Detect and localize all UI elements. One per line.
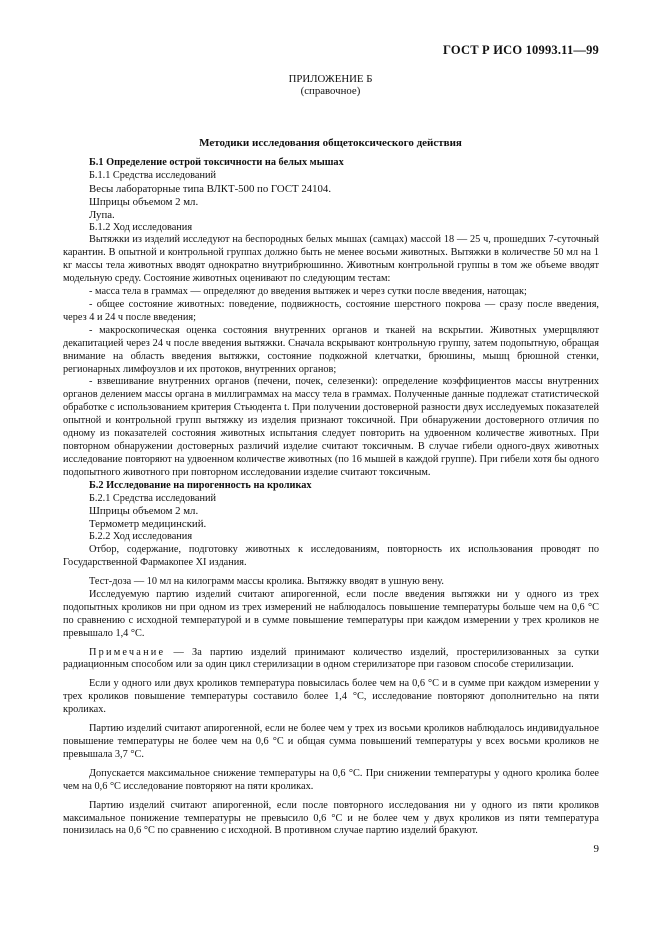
subheading-b21: Б.2.1 Средства исследований <box>89 492 217 504</box>
paragraph: Партию изделий считают апирогенной, если после повторного исследования ни у одного из пяти кроликов максимальное понижение температуры не превысило 0,6 °С и не более чем у двух кроликов из пяти температура понизилась на 0,6 °С по сравнению с исходной. В противном случае партию изделий бракуют. <box>63 799 599 837</box>
note-label: Примечание <box>89 646 166 658</box>
section-title: Методики исследования общетоксического действия <box>199 137 462 149</box>
heading-b2: Б.2 Исследование на пирогенность на кроликах <box>89 479 312 491</box>
note-text: — За партию изделий принимают количество изделий, простерилизованных за сутки радиационным способом или за один цикл стерилизации в одном стерилизаторе при газовом способе стерилизации. <box>63 646 599 671</box>
note-paragraph <box>63 647 599 673</box>
list-item: - масса тела в граммах — определяют до введения вытяжек и через сутки после введения, натощак; <box>89 286 527 298</box>
paragraph: Термометр медицинский. <box>89 518 207 531</box>
paragraph: Исследуемую партию изделий считают апирогенной, если после введения вытяжки ни у одного из трех подопытных кроликов ни при одном из трех измерений не наблюдалось повышение температуры больше чем на 0,6 °С по сравнению с исходной температурой и в сумме повышение температуры при каждом измерении у трех кроликов не превышало 1,4 °С. <box>63 588 599 639</box>
paragraph: Если у одного или двух кроликов температура повысилась более чем на 0,6 °С и в сумме при каждом измерении у трех кроликов повышение температуры составило более 1,4 °С, исследование повторяют дополнительно на пяти кроликах. <box>63 678 599 716</box>
paragraph: Шприцы объемом 2 мл. <box>89 505 199 518</box>
document-code: ГОСТ Р ИСО 10993.11—99 <box>443 43 599 57</box>
subheading-b12: Б.1.2 Ход исследования <box>89 221 193 233</box>
paragraph: Отбор, содержание, подготовку животных к исследованиям, повторность их использования проводят по Государственной Фармакопее XI издания. <box>63 544 599 569</box>
paragraph: Тест-доза — 10 мл на килограмм массы кролика. Вытяжку вводят в ушную вену. <box>89 576 444 587</box>
document-body <box>63 157 599 838</box>
paragraph: Допускается максимальное снижение температуры на 0,6 °С. При снижении температуры у одного кролика более чем на 0,6 °С исследование повторяют на пяти кроликах. <box>63 767 599 792</box>
paragraph: Лупа. <box>89 208 115 221</box>
heading-b1: Б.1 Определение острой токсичности на белых мышах <box>89 157 344 168</box>
paragraph: Партию изделий считают апирогенной, если не более чем у трех из восьми кроликов наблюдалось индивидуальное повышение температуры не более чем на 0,6 °С и общая сумма повышений температуры у всех восьми кроликов не превышала 3,7 °С. <box>63 723 599 760</box>
list-item: - взвешивание внутренних органов (печени, почек, селезенки): определение коэффициентов массы внутренних органов делением массы органа в миллиграммах на массу тела в граммах. Полученные данные подлежат статистической обработке с использованием критерия Стьюдента t. При получении достоверной разности двух исследуемых показателей опытной и контрольной групп вытяжку из изделия признают токсичной. При обнаружении достоверного отличия по одному из показателей состояния животных испытания следует повторить на удвоенном количестве животных. При повторном обнаружении достоверных различий изделие считают токсичным. В случае гибели одного-двух животных исследование повторяют на удвоенном количестве животных (по 16 мышей в каждой группе). При гибели хотя бы одного подопытного животного при повторном исследовании изделие считают токсичным. <box>63 376 599 478</box>
paragraph: Шприцы объемом 2 мл. <box>89 195 199 208</box>
list-item: - общее состояние животных: поведение, подвижность, состояние шерстного покрова — сразу после введения, через 4 и 24 ч после введения; <box>63 298 599 323</box>
appendix-subtitle: (справочное) <box>300 85 361 97</box>
subheading-b11: Б.1.1 Средства исследований <box>89 169 217 181</box>
appendix-heading <box>0 73 661 97</box>
appendix-title: ПРИЛОЖЕНИЕ Б <box>288 73 373 85</box>
paragraph: Весы лабораторные типа ВЛКТ-500 по ГОСТ 24104. <box>89 182 332 195</box>
page-number: 9 <box>593 843 599 855</box>
paragraph: Вытяжки из изделий исследуют на беспородных белых мышах (самцах) массой 18 — 25 ч, прошедших 7-суточный карантин. В опытной и контрольной группах должно быть не менее восьми животных. Вытяжки в количестве 50 мл на 1 кг массы тела животных вводят однократно внутрибрюшинно. Животным контрольной группы в том же объеме вводят модельную среду. Состояние животных оценивают по следующим тестам: <box>63 234 599 285</box>
list-item: - макроскопическая оценка состояния внутренних органов и тканей на вскрытии. Животных умерщвляют декапитацией через 24 ч после введения вытяжки. Сначала вскрывают контрольную группу, затем подопытную, обращая внимание на область введения вытяжки, состояние подкожной клетчатки, брюшины, мышц брюшной стенки, регионарных лимфоузлов и их протоков, внутренних органов; <box>63 324 599 375</box>
subheading-b22: Б.2.2 Ход исследования <box>89 531 193 543</box>
